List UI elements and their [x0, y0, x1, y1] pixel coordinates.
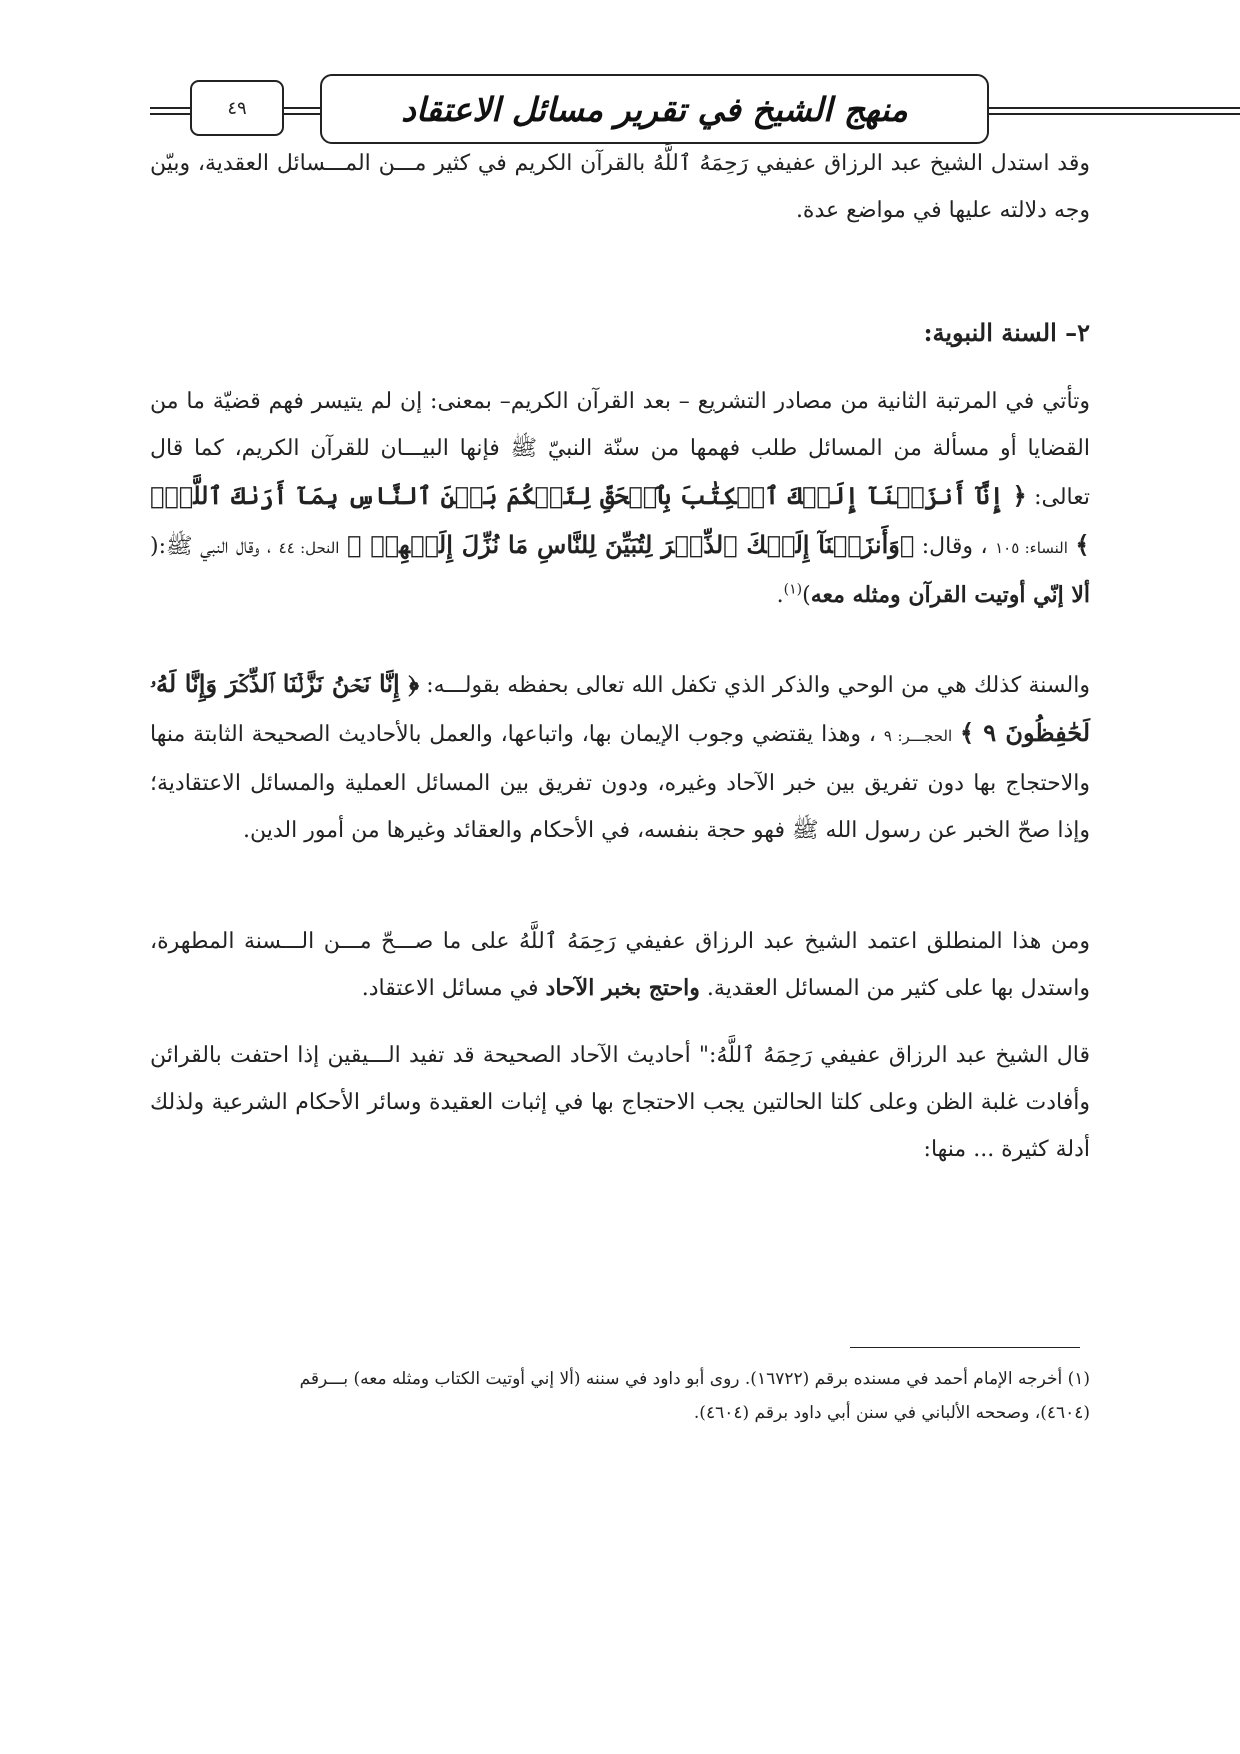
p2-end: .	[776, 583, 784, 608]
p4-text-b: في مسائل الاعتقاد.	[361, 976, 539, 1001]
hadith-quote: ألا إنّي أوتيت القرآن ومثله معه	[810, 582, 1090, 608]
verse-ref-nisa: النساء: ١٠٥	[995, 539, 1068, 557]
paragraph-quran-evidence: وقد استدل الشيخ عبد الرزاق عفيفي رَحِمَهُ ٱللَّهُ بالقرآن الكريم في كثير مـــن المـــسائل العقدية، وبيّن وجه دلالته عليها في مواضع عدة.	[150, 151, 1090, 223]
paragraph-sunnah-rank: وتأتي في المرتبة الثانية من مصادر التشريع – بعد القرآن الكريم– بمعنى: إن لم يتيسر فهم قضيّة ما من القضايا أو مسألة من المسائل طلب فهمها من سنّة النبيّ ﷺ فإنها البيـــان للقرآن الكريم، كما قال تعالى: ﴿ إِنَّآ أَنزَلۡنَآ إِلَيۡكَ ٱلۡكِتَٰبَ بِٱلۡحَقِّ لِتَحۡكُمَ بَيۡنَ ٱلنَّاسِ بِمَآ أَرَىٰكَ ٱللَّهُۚ ﴾ النساء: ١٠٥ ، وقال: ﴿وَأَنزَلۡنَآ إِلَيۡكَ ٱلذِّكۡرَ لِتُبَيِّنَ لِلنَّاسِ مَا نُزِّلَ إِلَيۡهِمۡ ﴾ النحل: ٤٤ ، وقال النبي ﷺ:( ألا إنّي أوتيت القرآن ومثله معه)$^{(١)}$.	[150, 389, 1090, 608]
p2-text-b: ، وقال:	[914, 534, 988, 559]
quran-verse-hijr: ﴿ إِنَّا نَحۡنُ نَزَّلۡنَا ٱلذِّكۡرَ وَإِنَّا لَهُۥ لَحَٰفِظُونَ ٩ ﴾	[150, 669, 1091, 747]
footnote-1-line-2: (٤٦٠٤)، وصححه الألباني في سنن أبي داود برقم (٤٦٠٤).	[693, 1403, 1090, 1423]
footnote-separator	[850, 1347, 1080, 1348]
paragraph-sheikh-quote: قال الشيخ عبد الرزاق عفيفي رَحِمَهُ ٱللَّهُ:" أحاديث الآحاد الصحيحة قد تفيد الـــيقين إذا احتفت بالقرائن وأفادت غلبة الظن وعلى كلتا الحالتين يجب الاحتجاج بها في إثبات العقيدة وسائر الأحكام الشرعية ولذلك أدلة كثيرة ... منها:	[150, 1043, 1090, 1162]
ahad-emphasis: واحتج بخبر الآحاد	[545, 975, 700, 1001]
footnote-1-line-1: (١) أخرجه الإمام أحمد في مسنده برقم (١٦٧٢٢). روى أبو داود في سننه (ألا إني أوتيت الكتاب ومثله معه) بـــرقم	[299, 1369, 1090, 1389]
page-header	[150, 74, 1240, 144]
quran-verse-nahl: ﴿وَأَنزَلۡنَآ إِلَيۡكَ ٱلذِّكۡرَ لِتُبَيِّنَ لِلنَّاسِ مَا نُزِّلَ إِلَيۡهِمۡ ﴾	[346, 530, 915, 559]
p3-text-a: والسنة كذلك هي من الوحي والذكر الذي تكفل الله تعالى بحفظه بقولـــه:	[418, 673, 1090, 698]
footnote-1	[150, 1362, 1090, 1430]
paragraph-sunnah-revelation	[150, 660, 1090, 854]
header-rule-right	[975, 107, 1240, 115]
header-rule-left	[150, 107, 190, 115]
p2-text-a: وتأتي في المرتبة الثانية من مصادر التشريع – بعد القرآن الكريم– بمعنى: إن لم يتيسر فهم قضيّة ما من القضايا أو مسألة من المسائل طلب فهمها من سنّة النبيّ ﷺ فإنها البيـــان للقرآن الكريم، كما قال تعالى:	[150, 389, 1090, 510]
section-heading-sunnah: ٢– السنة النبوية:	[923, 318, 1090, 347]
book-title: منهج الشيخ في تقرير مسائل الاعتقاد	[401, 89, 908, 129]
p2-text-c: ، وقال النبي ﷺ:(	[150, 534, 272, 559]
p4-text-a: ومن هذا المنطلق اعتمد الشيخ عبد الرزاق عفيفي رَحِمَهُ ٱللَّهُ على ما صـــحّ مـــن الـــسنة المطهرة، واستدل بها على كثير من المسائل العقدية.	[150, 929, 1090, 1001]
page-number-frame	[190, 80, 284, 136]
paragraph-ahad-reliance	[150, 918, 1090, 1012]
title-frame	[320, 74, 989, 144]
verse-ref-nahl: النحل: ٤٤	[278, 539, 340, 557]
footnote-marker: (١)	[783, 581, 803, 598]
p3-text-b: ، وهذا يقتضي وجوب الإيمان بها، واتباعها، والعمل بالأحاديث الصحيحة الثابتة منها والاحتجاج بها دون تفريق بين خبر الآحاد وغيره، ودون تفريق بين المسائل العملية والمسائل الاعتقادية؛ وإذا صحّ الخبر عن رسول الله ﷺ فهو حجة بنفسه، في الأحكام والعقائد وغيرها من أمور الدين.	[150, 722, 1090, 843]
verse-ref-hijr: الحجـــر: ٩	[883, 727, 953, 745]
quran-verse-nisa: ﴿ إِنَّآ أَنزَلۡنَآ إِلَيۡكَ ٱلۡكِتَٰبَ بِٱلۡحَقِّ لِتَحۡكُمَ بَيۡنَ ٱلنَّاسِ بِمَآ أَرَىٰكَ ٱللَّهُۚ ﴾	[150, 481, 1090, 559]
page-number: ٤٩	[227, 97, 247, 119]
